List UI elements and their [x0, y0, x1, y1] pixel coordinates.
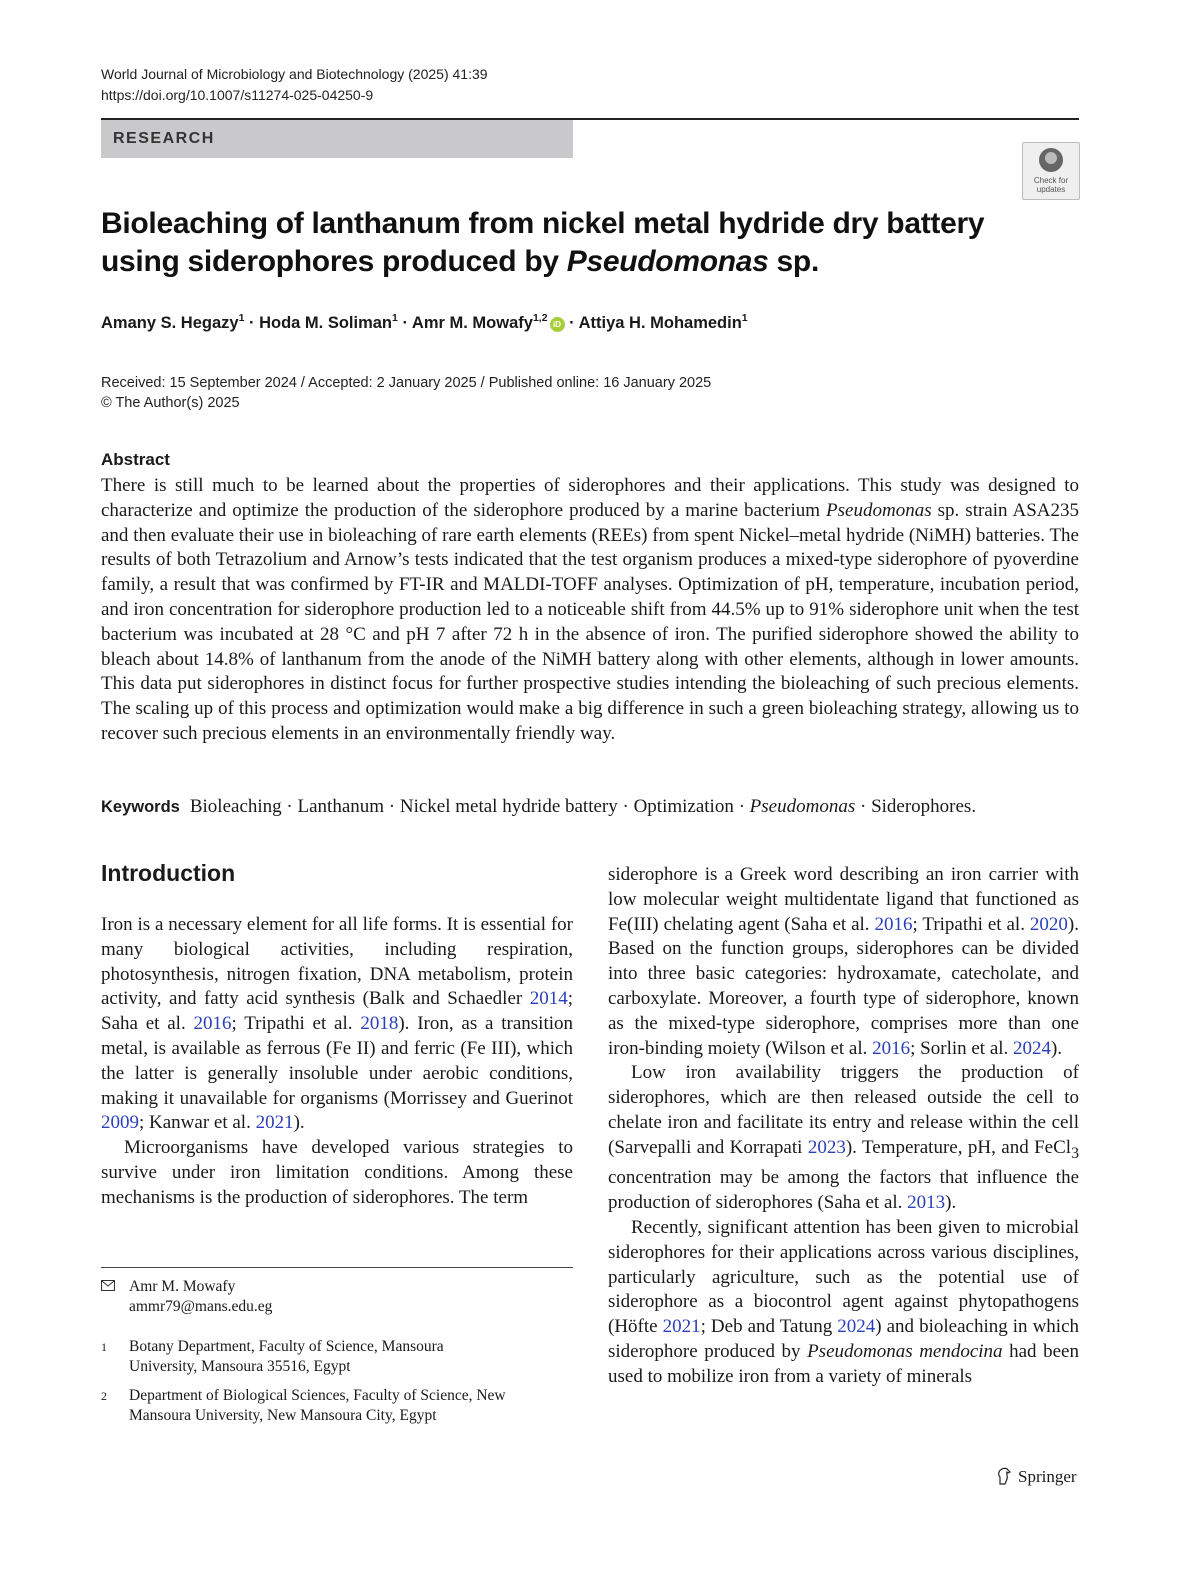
- paragraph-text: ). Iron, as a transition metal, is available as ferrous (Fe II) and ferric (Fe III), which the latter is generally insoluble under aerobic conditions, making it unavailable for organisms (Morrissey and Guerinot: [101, 1013, 574, 1109]
- article-type-bar: [101, 120, 573, 158]
- publisher-name: Springer: [1018, 1467, 1077, 1486]
- envelope-icon: [101, 1277, 115, 1297]
- springer-horse-icon: [996, 1467, 1012, 1485]
- affiliation-mark: 2: [101, 1389, 107, 1403]
- doi-link[interactable]: https://doi.org/10.1007/s11274-025-04250-9: [101, 87, 374, 103]
- affiliation-mark: 1: [101, 1340, 107, 1354]
- paragraph-text: ).: [1051, 1037, 1063, 1059]
- abstract-heading: Abstract: [101, 450, 170, 469]
- author-1[interactable]: Amany S. Hegazy: [101, 314, 239, 332]
- paragraph-text: ). Based on the function groups, siderophores can be divided into three basic categories: hydroxamate, catecholate, and carboxylate. Moreover, a fourth type of siderophore, known as the mixed-type siderophore, comprises more than one iron-binding moiety (Wilson et al.: [608, 913, 1079, 1059]
- citation-link[interactable]: 2020: [1029, 913, 1068, 935]
- keyword-separator: ·: [733, 796, 750, 817]
- paragraph: [608, 1216, 1079, 1390]
- abstract-text-1: There is still much to be learned about the properties of siderophores and their applications. This study was designed to characterize and optimize the production of the siderophore produced by a marine bacterium: [101, 475, 1079, 521]
- abstract-body: [101, 474, 1079, 747]
- paragraph-text: ).: [293, 1112, 305, 1134]
- abstract-text-2: sp. strain ASA235 and then evaluate their use in bioleaching of rare earth elements (REEs) from spent Nickel–metal hydride (NiMH) batteries. The results of both Tetrazolium and Arnow’s tests indicated that the test organism produces a mixed-type siderophore of pyoverdine family, a result that was confirmed by FT-IR and MALDI-TOFF analyses. Optimization of pH, temperature, incubation period, and iron concentration for siderophore production led to a noticeable shift from 44.5% up to 91% siderophore unit when the test bacterium was incubated at 28 °C and pH 7 after 72 h in the absence of iron. The purified siderophore showed the ability to bleach about 14.8% of lanthanum from the anode of the NiMH battery along with other elements, although in lower amounts. This data put siderophores in distinct focus for further prospective studies intending the bioleaching of such precious elements. The scaling up of this process and optimization would make a big difference in such a green bioleaching strategy, allowing us to recover such precious elements in an environmentally friendly way.: [101, 499, 1079, 744]
- author-2-affil: 1: [392, 312, 398, 324]
- citation-link[interactable]: 2014: [529, 988, 568, 1010]
- abstract-italic: Pseudomonas: [826, 499, 932, 521]
- paragraph-text: ; Saha et al.: [101, 988, 573, 1035]
- keyword: Nickel metal hydride battery: [399, 796, 618, 817]
- citation-link[interactable]: 2016: [874, 913, 913, 935]
- affiliation-text: Mansoura University, New Mansoura City, Egypt: [129, 1407, 437, 1424]
- paragraph-text: concentration may be among the factors that influence the production of siderophores (Saha et al.: [608, 1167, 1079, 1214]
- journal-header: [101, 64, 488, 106]
- citation-link[interactable]: 2021: [662, 1316, 701, 1338]
- author-separator: ·: [397, 314, 412, 332]
- citation-link[interactable]: 2016: [193, 1013, 232, 1035]
- history-dates: Received: 15 September 2024 / Accepted: 2 January 2025 / Published online: 16 January 2025: [101, 375, 712, 391]
- author-4[interactable]: Attiya H. Mohamedin: [578, 314, 742, 332]
- affiliation-text: University, Mansoura 35516, Egypt: [129, 1358, 351, 1375]
- title-text: Bioleaching of lanthanum from nickel metal hydride dry battery using siderophores produced by: [101, 207, 985, 278]
- paragraph-text: ). Temperature, pH, and FeCl: [845, 1136, 1072, 1158]
- paragraph: [608, 1061, 1079, 1216]
- body-column-right: [608, 863, 1079, 1390]
- paragraph-text: ; Tripathi et al.: [231, 1013, 361, 1035]
- author-separator: ·: [564, 314, 579, 332]
- citation-link[interactable]: 2024: [837, 1316, 876, 1338]
- paragraph-text: ) and bioleaching in which siderophore produced by: [608, 1316, 1079, 1362]
- check-updates-icon: [1039, 148, 1063, 172]
- citation-link[interactable]: 2021: [255, 1112, 294, 1134]
- affiliation-text: Department of Biological Sciences, Faculty of Science, New: [129, 1387, 506, 1404]
- author-3-affil: 1,2: [532, 312, 548, 324]
- copyright: © The Author(s) 2025: [101, 395, 240, 411]
- orcid-icon[interactable]: iD: [550, 317, 565, 332]
- title-suffix: sp.: [768, 245, 819, 278]
- paragraph-text: Iron is a necessary element for all life forms. It is essential for many biological activities, including respiration, photosynthesis, nitrogen fixation, DNA metabolism, protein activity, and fatty acid synthesis (Balk and Schaedler: [101, 914, 573, 1010]
- keyword-separator: ·: [617, 796, 634, 817]
- citation-link[interactable]: 2023: [807, 1136, 846, 1158]
- affiliation-text: Botany Department, Faculty of Science, Mansoura: [129, 1338, 444, 1355]
- citation-link[interactable]: 2016: [872, 1037, 911, 1059]
- affiliation-2: [101, 1386, 573, 1426]
- keywords-label: Keywords: [101, 798, 180, 816]
- keyword: Optimization: [633, 796, 734, 817]
- species-name: Pseudomonas mendocina: [807, 1340, 1003, 1362]
- citation-link[interactable]: 2009: [101, 1112, 139, 1134]
- paragraph-text: ; Sorlin et al.: [910, 1037, 1014, 1059]
- citation-link[interactable]: 2013: [907, 1192, 946, 1214]
- footnote-rule: [101, 1267, 573, 1268]
- author-1-affil: 1: [238, 312, 245, 324]
- check-for-updates-badge[interactable]: [1022, 142, 1080, 200]
- article-type-label: RESEARCH: [113, 130, 215, 147]
- title-italic: Pseudomonas: [566, 245, 769, 278]
- affiliation-1: [101, 1337, 573, 1377]
- publication-dates: [101, 373, 711, 413]
- keywords: [101, 794, 1079, 820]
- citation-link[interactable]: 2024: [1013, 1037, 1052, 1059]
- check-updates-label: Check for updates: [1033, 176, 1069, 194]
- keyword: Siderophores.: [871, 796, 977, 817]
- paragraph-text: ).: [945, 1192, 957, 1214]
- paragraph-text: ; Tripathi et al.: [912, 913, 1030, 935]
- corresponding-name: Amr M. Mowafy: [129, 1278, 236, 1295]
- journal-citation: World Journal of Microbiology and Biotechnology (2025) 41:39: [101, 66, 488, 82]
- paragraph-text: had been used to mobilize iron from a variety of minerals: [608, 1340, 1079, 1387]
- author-list: [101, 312, 748, 334]
- subscript: 3: [1071, 1144, 1079, 1162]
- paragraph: [608, 863, 1079, 1061]
- keyword: Pseudomonas: [749, 796, 856, 817]
- citation-link[interactable]: 2018: [360, 1013, 399, 1035]
- article-title: [101, 205, 1061, 281]
- keyword-separator: ·: [855, 796, 872, 817]
- keyword: Lanthanum: [297, 796, 385, 817]
- paragraph-text: ; Deb and Tatung: [700, 1316, 838, 1338]
- section-heading-introduction: Introduction: [101, 860, 236, 886]
- author-2[interactable]: Hoda M. Soliman: [259, 314, 393, 332]
- keyword-separator: ·: [281, 796, 298, 817]
- paragraph: Microorganisms have developed various strategies to survive under iron limitation conditions. Among these mechanisms is the production of siderophores. The term: [101, 1137, 573, 1208]
- keyword-separator: ·: [384, 796, 400, 817]
- paragraph: [101, 913, 573, 1136]
- keyword: Bioleaching: [189, 796, 282, 817]
- author-separator: ·: [244, 314, 260, 332]
- paragraph-text: ; Kanwar et al.: [139, 1112, 256, 1134]
- paragraph-text: Low iron availability triggers the production of siderophores, which are then released outside the cell to chelate iron and facilitate its entry and release within the cell (Sarvepalli and Korrapati: [608, 1062, 1079, 1158]
- corresponding-email[interactable]: ammr79@mans.edu.eg: [129, 1298, 273, 1315]
- author-4-affil: 1: [741, 312, 748, 324]
- paragraph-text: Recently, significant attention has been given to microbial siderophores for their applications across various disciplines, particularly agriculture, such as the potential use of siderophore as a biocontrol agent against phytopathogens (Höfte: [608, 1216, 1079, 1338]
- corresponding-author: [101, 1277, 573, 1317]
- publisher-logo: [996, 1467, 1077, 1487]
- body-column-left: [101, 913, 573, 1211]
- paragraph-text: siderophore is a Greek word describing an iron carrier with low molecular weight multidentate ligand that functioned as Fe(III) chelating agent (Saha et al.: [608, 864, 1079, 935]
- author-3[interactable]: Amr M. Mowafy: [411, 314, 533, 332]
